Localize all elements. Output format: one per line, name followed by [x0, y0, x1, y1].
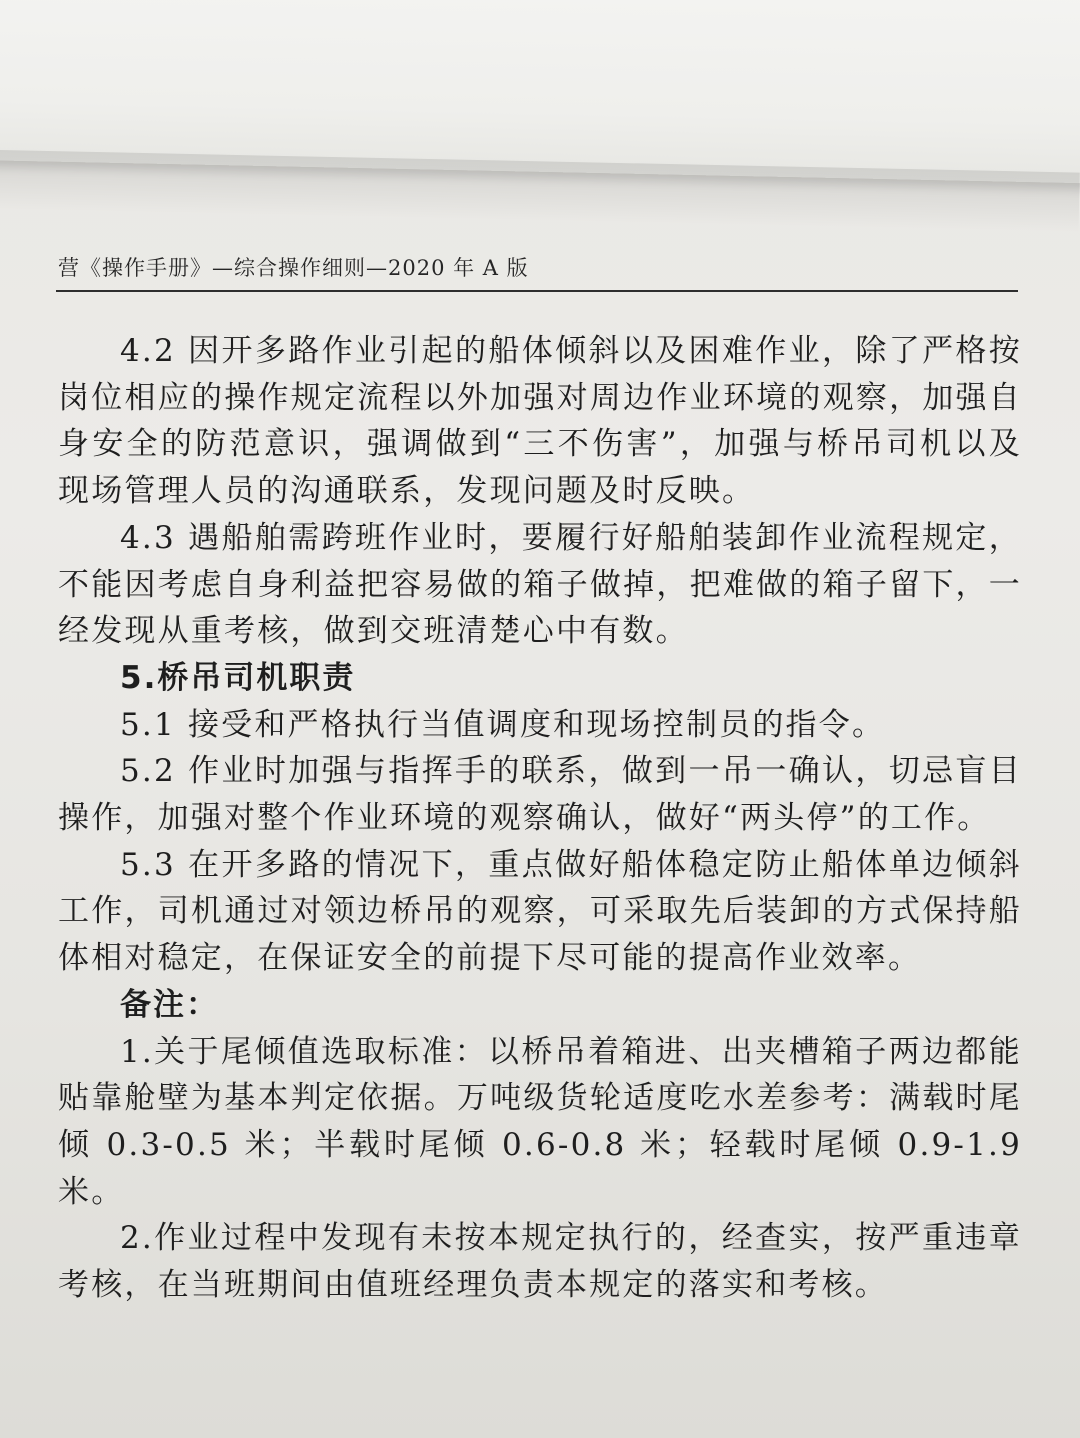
note-2: 2.作业过程中发现有未按本规定执行的，经查实，按严重违章考核，在当班期间由值班经理负责本规定的落实和考核。 [58, 1220, 1022, 1304]
paragraph-4-3: 4.3 遇船舶需跨班作业时，要履行好船舶装卸作业流程规定，不能因考虑自身利益把容易做的箱子做掉，把难做的箱子留下，一经发现从重考核，做到交班清楚心中有数。 [58, 519, 1022, 650]
paragraph-4-2: 4.2 因开多路作业引起的船体倾斜以及困难作业，除了严格按岗位相应的操作规定流程以外加强对周边作业环境的观察，加强自身安全的防范意识，强调做到“三不伤害”，加强与桥吊司机以及现场管理人员的沟通联系，发现问题及时反映。 [58, 333, 1022, 510]
running-header: 营《操作手册》—综合操作细则—2020 年 A 版 [58, 256, 529, 280]
paragraph-5-2: 5.2 作业时加强与指挥手的联系，做到一吊一确认，切忌盲目操作，加强对整个作业环境的观察确认，做好“两头停”的工作。 [58, 753, 1022, 837]
section-heading-5: 5.桥吊司机职责 [120, 659, 356, 696]
note-1: 1.关于尾倾值选取标准：以桥吊着箱进、出夹槽箱子两边都能贴靠舱壁为基本判定依据。万吨级货轮适度吃水差参考：满载时尾倾 0.3-0.5 米；半载时尾倾 0.6-0.8 米；轻载时尾倾 0.9-1.9 米。 [58, 1033, 1022, 1210]
body-text [58, 328, 1022, 1309]
header-rule [56, 290, 1018, 292]
notes-heading: 备注： [120, 986, 219, 1023]
paragraph-5-3: 5.3 在开多路的情况下，重点做好船体稳定防止船体单边倾斜工作，司机通过对领边桥吊的观察，可采取先后装卸的方式保持船体相对稳定，在保证安全的前提下尽可能的提高作业效率。 [58, 846, 1022, 977]
paragraph-5-1: 5.1 接受和严格执行当值调度和现场控制员的指令。 [120, 706, 886, 743]
